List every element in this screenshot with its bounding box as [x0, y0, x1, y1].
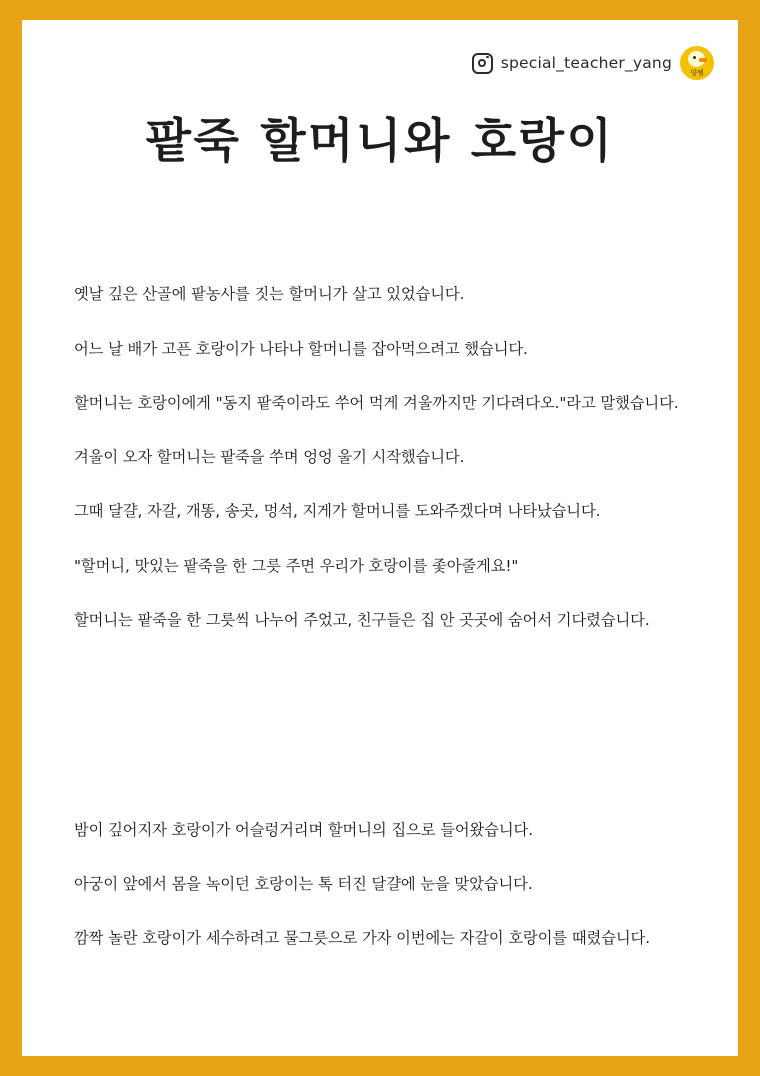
- account-handle-row: [472, 46, 714, 80]
- section-spacer: [74, 655, 694, 795]
- story-paragraph: 밤이 깊어지자 호랑이가 어슬렁거리며 할머니의 집으로 들어왔습니다.: [74, 820, 533, 839]
- duck-logo-label: 양쌤: [690, 69, 704, 77]
- duck-logo: [680, 46, 714, 80]
- story-paragraph: 깜짝 놀란 호랑이가 세수하려고 물그릇으로 가자 이번에는 자갈이 호랑이를 때렸습니다.: [74, 929, 650, 948]
- story-paragraph: 그때 달걀, 자갈, 개똥, 송곳, 멍석, 지게가 할머니를 도와주겠다며 나타났습니다.: [74, 502, 601, 521]
- story-paragraph: 아궁이 앞에서 몸을 녹이던 호랑이는 톡 터진 달걀에 눈을 맞았습니다.: [74, 874, 533, 893]
- story-paragraph: 할머니는 호랑이에게 "동지 팥죽이라도 쑤어 먹게 겨울까지만 기다려다오."라고 말했습니다.: [74, 393, 679, 412]
- story-section-two: [74, 811, 694, 959]
- account-handle-text: special_teacher_yang: [500, 54, 672, 72]
- story-paragraph: 겨울이 오자 할머니는 팥죽을 쑤며 엉엉 울기 시작했습니다.: [74, 448, 465, 467]
- story-paragraph: 어느 날 배가 고픈 호랑이가 나타나 할머니를 잡아먹으려고 했습니다.: [74, 339, 528, 358]
- story-paragraph: 옛날 깊은 산골에 팥농사를 짓는 할머니가 살고 있었습니다.: [74, 285, 465, 304]
- story-paragraph: "할머니, 맛있는 팥죽을 한 그릇 주면 우리가 호랑이를 좇아줄게요!": [74, 556, 519, 575]
- story-paragraph: 할머니는 팥죽을 한 그릇씩 나누어 주었고, 친구들은 집 안 곳곳에 숨어서 기다렸습니다.: [74, 611, 650, 630]
- document-page: [22, 20, 738, 1056]
- page-title: 팥죽 할머니와 호랑이: [145, 114, 615, 169]
- duck-eye-shape: [693, 56, 696, 59]
- instagram-icon: [472, 53, 493, 74]
- story-body: [74, 260, 694, 974]
- duck-beak-shape: [699, 58, 707, 62]
